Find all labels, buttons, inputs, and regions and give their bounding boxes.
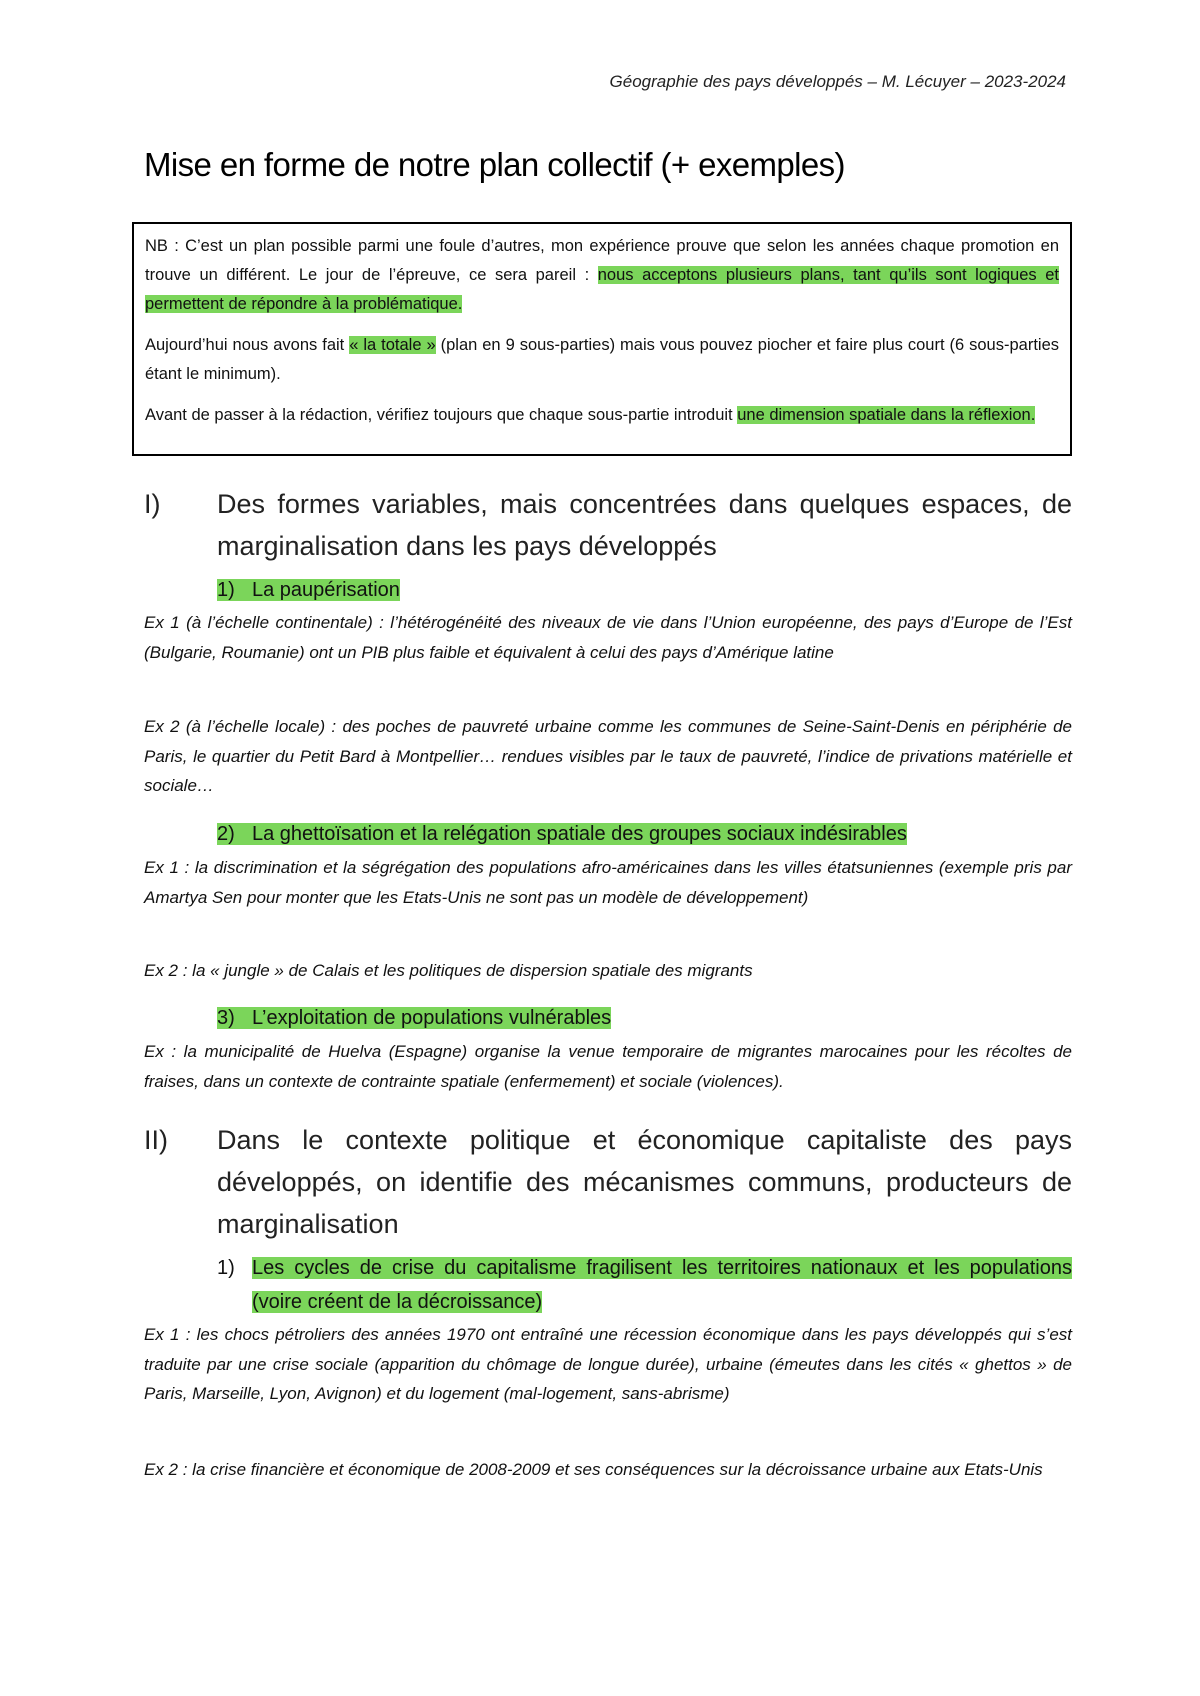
nb-highlight-2: « la totale » [349, 336, 436, 354]
nb-highlight-1: nous acceptons plusieurs plans, tant qu’ils sont logiques et permettent de répondre à la problématique. [145, 266, 1059, 313]
nb-note-box [132, 222, 1072, 456]
part-2-title: Dans le contexte politique et économique capitaliste des pays développés, on identifie des mécanismes communs, producteurs de marginalisation [217, 1125, 1072, 1239]
subpart-1-2-number: 2) [217, 823, 235, 845]
page-title: Mise en forme de notre plan collectif (+ exemples) [144, 146, 845, 183]
example-1-2-1: Ex 1 : la discrimination et la ségrégation des populations afro-américaines dans les villes étatsuniennes (exemple pris par Amartya Sen pour monter que les Etats-Unis ne sont pas un modèle de développement) [144, 858, 1072, 907]
example-1-1-2: Ex 2 (à l’échelle locale) : des poches de pauvreté urbaine comme les communes de Seine-Saint-Denis en périphérie de Paris, le quartier du Petit Bard à Montpellier… rendues visibles par le taux de pauvreté, l’indice de privations matérielle et sociale… [144, 717, 1072, 795]
example-1-1-1: Ex 1 (à l’échelle continentale) : l’hétérogénéité des niveaux de vie dans l’Union européenne, des pays d’Europe de l’Est (Bulgarie, Roumanie) ont un PIB plus faible et équivalent à celui des pays d’Amérique latine [144, 613, 1072, 662]
part-1-heading [144, 483, 1072, 567]
example-1-3-1: Ex : la municipalité de Huelva (Espagne) organise la venue temporaire de migrantes marocaines pour les récoltes de fraises, dans un contexte de contrainte spatiale (enfermement) et sociale (violences). [144, 1042, 1072, 1091]
example-2-1-2: Ex 2 : la crise financière et économique de 2008-2009 et ses conséquences sur la décroissance urbaine aux Etats-Unis [144, 1460, 1043, 1479]
subpart-1-3-label: L’exploitation de populations vulnérables [252, 1007, 612, 1029]
running-header: Géographie des pays développés – M. Lécuyer – 2023-2024 [609, 72, 1066, 91]
subpart-1-2-label: La ghettoïsation et la relégation spatiale des groupes sociaux indésirables [252, 823, 907, 845]
subpart-1-1-heading [217, 573, 1072, 607]
nb-highlight-3: une dimension spatiale dans la réflexion. [737, 406, 1036, 424]
example-1-2-2: Ex 2 : la « jungle » de Calais et les politiques de dispersion spatiale des migrants [144, 961, 753, 980]
nb-paragraph-1: NB : C’est un plan possible parmi une foule d’autres, mon expérience prouve que selon les années chaque promotion en trouve un différent. Le jour de l’épreuve, ce sera pareil : nous acceptons plusieurs plans, tant qu’ils sont logiques et permettent de répondre à la problématique. [145, 237, 1059, 313]
nb-paragraph-3: Avant de passer à la rédaction, vérifiez toujours que chaque sous-partie introduit une dimension spatiale dans la réflexion. [145, 406, 1036, 424]
subpart-2-1-heading [217, 1251, 1072, 1319]
subpart-1-2-heading [217, 817, 1072, 851]
part-1-title: Des formes variables, mais concentrées dans quelques espaces, de marginalisation dans les pays développés [217, 489, 1072, 561]
nb-paragraph-2: Aujourd’hui nous avons fait « la totale » (plan en 9 sous-parties) mais vous pouvez piocher et faire plus court (6 sous-parties étant le minimum). [145, 336, 1060, 383]
subpart-1-3-number: 3) [217, 1007, 235, 1029]
subpart-1-3-heading [217, 1001, 1072, 1035]
subpart-2-1-label: Les cycles de crise du capitalisme fragilisent les territoires nationaux et les populations (voire créent de la décroissance) [252, 1257, 1072, 1313]
part-2-heading [144, 1119, 1072, 1245]
subpart-1-1-label: La paupérisation [252, 579, 400, 601]
subpart-2-1-number: 1) [217, 1257, 235, 1279]
part-2-number: II) [144, 1125, 168, 1155]
example-2-1-1: Ex 1 : les chocs pétroliers des années 1970 ont entraîné une récession économique dans les pays développés qui s’est traduite par une crise sociale (apparition du chômage de longue durée), urbaine (émeutes dans les cités « ghettos » de Paris, Marseille, Lyon, Avignon) et du logement (mal-logement, sans-abrisme) [144, 1325, 1072, 1403]
part-1-number: I) [144, 489, 161, 519]
subpart-1-1-number: 1) [217, 579, 235, 601]
